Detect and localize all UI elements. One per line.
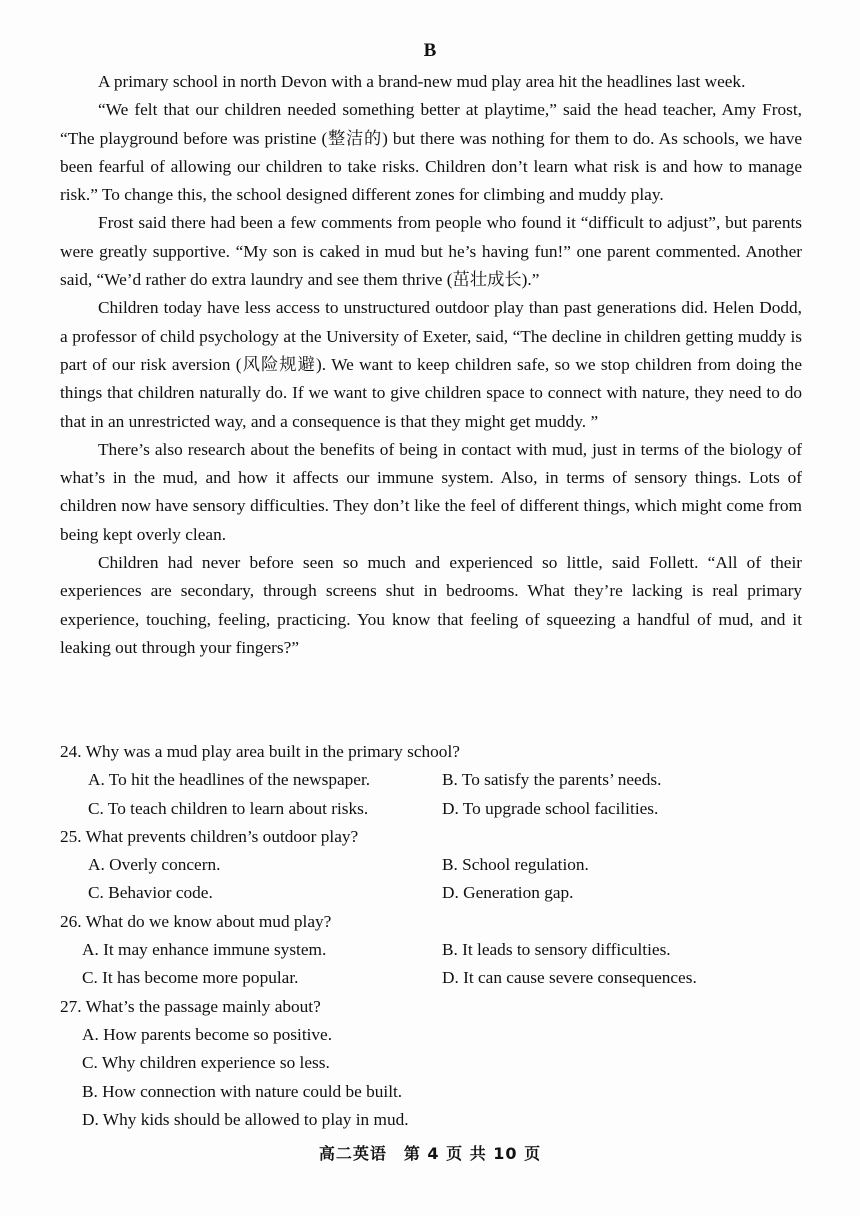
section-heading: B	[423, 40, 437, 61]
passage-paragraph: Children had never before seen so much and experienced so little, said Follett. “All of their experiences are secondary, through screens shut in bedrooms. What they’re lacking is real primary experience, touching, feeling, practicing. You know that feeling of squeezing a handful of mud, and it leaking out through your fingers?”	[60, 553, 802, 657]
question-stem: 26. What do we know about mud play?	[60, 911, 332, 931]
question-24	[60, 738, 802, 823]
option-a: A. How parents become so positive.	[82, 1024, 333, 1044]
question-list	[60, 738, 802, 1134]
passage-paragraph: Frost said there had been a few comments from people who found it “difficult to adjust”, but parents were greatly supportive. “My son is caked in mud but he’s having fun!” one parent commented. Another said, “We’d rather do extra laundry and see them thrive (茁壮成长).”	[60, 213, 802, 290]
page-footer: 高二英语 第 4 页 共 10 页	[318, 1144, 542, 1163]
option-b: B. How connection with nature could be built.	[82, 1081, 403, 1101]
question-26	[60, 908, 802, 993]
option-d: D. To upgrade school facilities.	[442, 798, 659, 818]
option-c: C. Why children experience so less.	[82, 1053, 330, 1073]
option-b: B. School regulation.	[442, 855, 589, 875]
option-row	[60, 879, 802, 907]
option-row	[60, 936, 802, 964]
passage-paragraph: Children today have less access to unstructured outdoor play than past generations did. Helen Dodd, a professor of child psychology at the University of Exeter, said, “The decline in children getting muddy is part of our risk aversion (风险规避). We want to keep children safe, so we stop children from doing the things that children naturally do. If we want to give children space to connect with nature, they need to do that in an unrestricted way, and a consequence is that they might get muddy. ”	[60, 298, 802, 431]
question-stem: 24. Why was a mud play area built in the primary school?	[60, 742, 460, 761]
option-b: B. It leads to sensory difficulties.	[442, 940, 671, 960]
question-25	[60, 823, 802, 908]
option-a: A. Overly concern.	[88, 855, 221, 875]
option-c: C. It has become more popular.	[82, 968, 299, 988]
passage-paragraph: “We felt that our children needed something better at playtime,” said the head teacher, Amy Frost, “The playground before was pristine (整洁的) but there was nothing for them to do. As schools, we have been fearful of allowing our children to take risks. Children don’t learn what risk is and how to manage risk.” To change this, the school designed different zones for climbing and muddy play.	[60, 100, 802, 205]
question-27	[60, 993, 802, 1134]
option-row	[60, 964, 802, 992]
option-d: D. It can cause severe consequences.	[442, 968, 697, 988]
option-c: C. Behavior code.	[88, 883, 213, 903]
option-a: A. To hit the headlines of the newspaper.	[88, 770, 371, 790]
option-d: D. Generation gap.	[442, 883, 574, 903]
option-row	[60, 766, 802, 794]
question-stem: 25. What prevents children’s outdoor play?	[60, 826, 359, 846]
option-c: C. To teach children to learn about risks.	[88, 798, 369, 818]
option-row	[60, 851, 802, 879]
option-d: D. Why kids should be allowed to play in mud.	[82, 1109, 409, 1129]
reading-passage	[60, 68, 802, 662]
option-b: B. To satisfy the parents’ needs.	[442, 770, 662, 790]
option-row	[60, 795, 802, 823]
option-a: A. It may enhance immune system.	[82, 940, 327, 960]
passage-paragraph: There’s also research about the benefits of being in contact with mud, just in terms of the biology of what’s in the mud, and how it affects our immune system. Also, in terms of sensory things. Lots of children now have sensory difficulties. They don’t like the feel of different things, which might come from being kept overly clean.	[60, 439, 802, 544]
question-stem: 27. What’s the passage mainly about?	[60, 996, 321, 1016]
passage-paragraph: A primary school in north Devon with a brand-new mud play area hit the headlines last week.	[98, 72, 746, 91]
